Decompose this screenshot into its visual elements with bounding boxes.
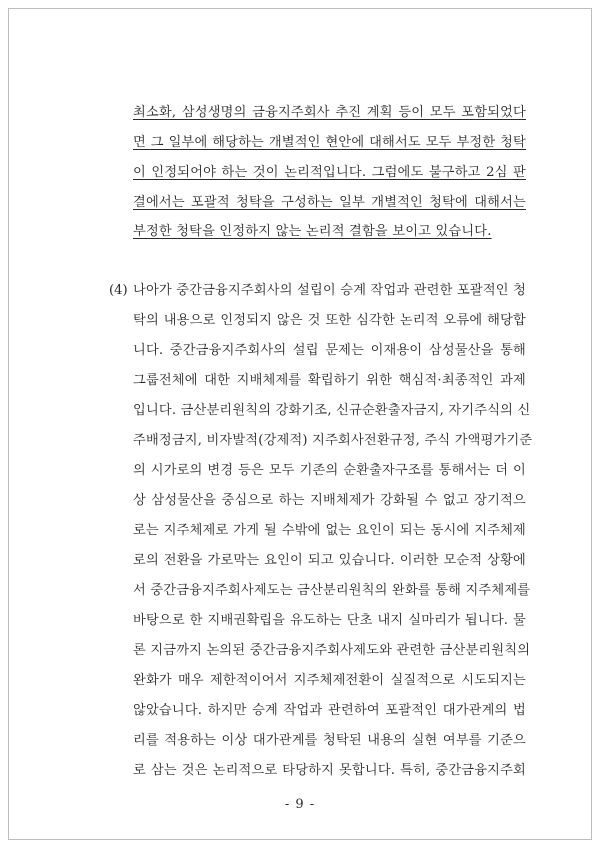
text-line: 그룹전체에 대한 지배체제를 확립하기 위한 핵심적·최종적인 과제: [133, 373, 526, 388]
text-line: 로는 지주체제로 가게 될 수밖에 없는 요인이 되는 동시에 지주체제: [133, 523, 526, 538]
text-line: 리를 적용하는 이상 대가관계를 청탁된 내용의 실현 여부를 기준으: [133, 733, 526, 748]
text-line: 입니다. 금산분리원칙의 강화기조, 신규순환출자금지, 자기주식의 신: [133, 403, 531, 418]
text-line: 바탕으로 한 지배권확립을 유도하는 단초 내지 실마리가 됩니다. 물: [133, 613, 526, 628]
text-line: 상 삼성물산을 중심으로 하는 지배체제가 강화될 수 없고 장기적으: [133, 493, 526, 508]
text-line: 이 인정되어야 하는 것이 논리적입니다. 그럼에도 불구하고 2심 판: [133, 165, 526, 180]
text-line: 완화가 매우 제한적이어서 지주체제전환이 실질적으로 시도되지는: [133, 673, 526, 688]
text-line: 의 시가로의 변경 등은 모두 기존의 순환출자구조를 통해서는 더 이: [133, 463, 526, 478]
page-number: - 9 -: [284, 797, 316, 812]
paragraph-marker: (4): [109, 283, 128, 298]
text-line: 최소화, 삼성생명의 금융지주회사 추진 계획 등이 모두 포함되었다: [133, 105, 526, 120]
text-line: 않았습니다. 하지만 승계 작업과 관련하여 포괄적인 대가관계의 법: [133, 703, 526, 718]
text-line: 나아가 중간금융지주회사의 설립이 승계 작업과 관련한 포괄적인 청: [133, 283, 527, 298]
text-line: 결에서는 포괄적 청탁을 구성하는 일부 개별적인 청탁에 대해서는: [133, 195, 526, 210]
text-line: 로 삼는 것은 논리적으로 타당하지 못합니다. 특히, 중간금융지주회: [133, 763, 526, 778]
text-line: 주배정금지, 비자발적(강제적) 지주회사전환규정, 주식 가액평가기준: [133, 433, 533, 448]
text-line: 서 중간금융지주회사제도는 금산분리원칙의 완화를 통해 지주체제를: [133, 583, 531, 598]
text-line: 니다. 중간금융지주회사의 설립 문제는 이재용이 삼성물산을 통해: [133, 343, 526, 358]
text-line: 면 그 일부에 해당하는 개별적인 현안에 대해서도 모두 부정한 청탁: [133, 135, 526, 150]
text-line: 론 지금까지 논의된 중간금융지주회사제도와 관련한 금산분리원칙의: [133, 643, 531, 658]
document-page: [8, 8, 592, 840]
text-line: 부정한 청탁을 인정하지 않는 논리적 결함을 보이고 있습니다.: [133, 224, 492, 239]
text-line: 탁의 내용으로 인정되지 않은 것 또한 심각한 논리적 오류에 해당합: [133, 313, 526, 328]
text-line: 로의 전환을 가로막는 요인이 되고 있습니다. 이러한 모순적 상황에: [133, 553, 526, 568]
